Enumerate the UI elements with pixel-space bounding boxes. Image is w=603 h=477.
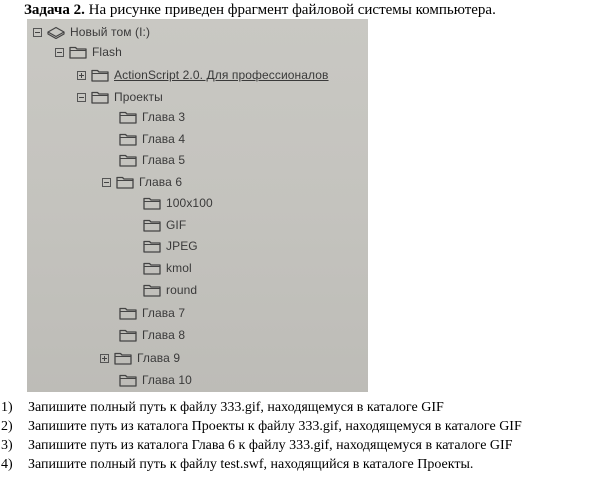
folder-icon — [114, 351, 132, 365]
tree-node-label: GIF — [166, 218, 187, 232]
folder-icon — [91, 68, 109, 82]
task-label: Задача 2. — [24, 2, 85, 18]
folder-icon — [143, 283, 161, 297]
folder-icon — [119, 132, 137, 146]
tree-node-ch4[interactable] — [119, 130, 185, 148]
tree-node-label: JPEG — [166, 239, 198, 253]
tree-node-gif[interactable] — [143, 216, 186, 234]
question-item — [0, 455, 603, 474]
tree-node-drive[interactable] — [33, 23, 150, 41]
tree-node-label: Глава 5 — [142, 153, 186, 167]
tree-node-label: Новый том (I:) — [70, 25, 151, 39]
question-text: Запишите полный путь к файлу 333.gif, находящемуся в каталоге GIF — [28, 400, 444, 415]
tree-node-label: Глава 8 — [142, 328, 186, 342]
folder-icon — [119, 110, 137, 124]
tree-node-jpeg[interactable] — [143, 237, 198, 255]
folder-icon — [119, 306, 137, 320]
file-tree — [27, 19, 368, 392]
tree-node-label: Глава 4 — [142, 132, 186, 146]
tree-node-projects[interactable] — [77, 88, 163, 106]
question-item — [0, 398, 603, 417]
tree-node-label: Глава 10 — [142, 373, 192, 387]
question-text: Запишите путь из каталога Глава 6 к файлу 333.gif, находящемуся в каталоге GIF — [28, 438, 513, 453]
folder-icon — [143, 196, 161, 210]
folder-icon — [116, 175, 134, 189]
collapse-icon[interactable] — [55, 48, 64, 57]
collapse-icon[interactable] — [33, 28, 42, 37]
question-item — [0, 436, 603, 455]
question-list — [0, 398, 603, 474]
tree-node-label: Глава 7 — [142, 306, 186, 320]
tree-node-label: round — [166, 283, 198, 297]
tree-node-actionscript[interactable] — [77, 66, 329, 84]
folder-icon — [143, 239, 161, 253]
tree-node-label: Глава 3 — [142, 110, 186, 124]
tree-node-label: Глава 9 — [137, 351, 181, 365]
folder-icon — [143, 261, 161, 275]
question-number: 2) — [1, 419, 13, 434]
question-number: 3) — [1, 438, 13, 453]
task-title — [24, 2, 496, 19]
tree-node-ch9[interactable] — [100, 349, 180, 367]
folder-icon — [143, 218, 161, 232]
tree-node-round[interactable] — [143, 281, 197, 299]
tree-node-ch8[interactable] — [119, 326, 185, 344]
folder-icon — [119, 328, 137, 342]
tree-node-label: Глава 6 — [139, 175, 183, 189]
expand-icon[interactable] — [100, 354, 109, 363]
question-item — [0, 417, 603, 436]
tree-node-label: ActionScript 2.0. Для профессионалов — [114, 68, 329, 82]
question-number: 4) — [1, 457, 13, 472]
collapse-icon[interactable] — [102, 178, 111, 187]
folder-icon — [119, 373, 137, 387]
tree-node-label: Проекты — [114, 90, 163, 104]
question-text: Запишите полный путь к файлу test.swf, находящийся в каталоге Проекты. — [28, 457, 474, 472]
folder-icon — [91, 90, 109, 104]
tree-node-kmol[interactable] — [143, 259, 192, 277]
folder-icon — [119, 153, 137, 167]
tree-node-ch10[interactable] — [119, 371, 192, 389]
tree-node-flash[interactable] — [55, 43, 122, 61]
tree-node-ch5[interactable] — [119, 151, 185, 169]
question-number: 1) — [1, 400, 13, 415]
tree-node-ch6[interactable] — [102, 173, 182, 191]
tree-node-label: 100x100 — [166, 196, 213, 210]
tree-node-ch3[interactable] — [119, 108, 185, 126]
tree-node-ch7[interactable] — [119, 304, 185, 322]
tree-node-label: kmol — [166, 261, 192, 275]
expand-icon[interactable] — [77, 71, 86, 80]
drive-icon — [47, 25, 65, 39]
folder-icon — [69, 45, 87, 59]
task-text: На рисунке приведен фрагмент файловой системы компьютера. — [88, 2, 496, 18]
question-text: Запишите путь из каталога Проекты к файлу 333.gif, находящемуся в каталоге GIF — [28, 419, 522, 434]
collapse-icon[interactable] — [77, 93, 86, 102]
tree-node-label: Flash — [92, 45, 122, 59]
tree-node-100x100[interactable] — [143, 194, 213, 212]
